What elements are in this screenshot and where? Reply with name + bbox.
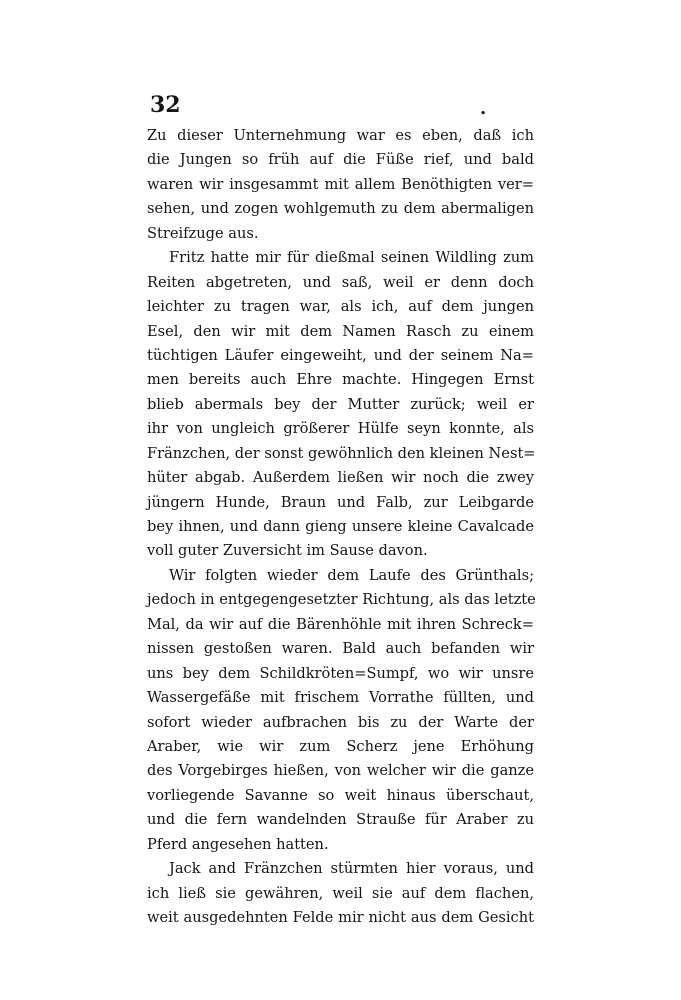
text-line: tüchtigen Läufer eingeweiht, und der seinem Na= <box>147 346 534 364</box>
text-line: men bereits auch Ehre machte. Hingegen Ernst <box>147 371 534 389</box>
text-line: Esel, den wir mit dem Namen Rasch zu einem <box>147 322 534 340</box>
text-line: weit ausgedehnten Felde mir nicht aus dem Gesicht <box>147 909 534 926</box>
text-line: Jack and Fränzchen stürmten hier voraus, und <box>169 860 534 878</box>
text-line: Wassergefäße mit frischem Vorrathe füllten, und <box>147 689 534 707</box>
text-line: jüngern Hunde, Braun und Falb, zur Leibgarde <box>147 493 534 511</box>
text-line: Fritz hatte mir für dießmal seinen Wildling zum <box>169 249 534 267</box>
text-line: Araber, wie wir zum Scherz jene Erhöhung <box>147 737 534 755</box>
text-line: Fränzchen, der sonst gewöhnlich den kleinen Nest= <box>147 444 536 462</box>
text-line: bey ihnen, und dann gieng unsere kleine Cavalcade <box>147 518 534 535</box>
text-line: jedoch in entgegengesetzter Richtung, als das letzte <box>147 591 536 609</box>
text-line: hüter abgab. Außerdem ließen wir noch die zwey <box>147 469 534 487</box>
page-number: 32 <box>150 92 181 118</box>
text-line: blieb abermals bey der Mutter zurück; weil er <box>147 395 534 413</box>
text-line: Pferd angesehen hatten. <box>147 835 329 853</box>
text-line: voll guter Zuversicht im Sause davon. <box>147 542 428 560</box>
text-line: Streifzuge aus. <box>147 224 259 242</box>
text-line: vorliegende Savanne so weit hinaus überschaut, <box>147 786 534 804</box>
text-line: Zu dieser Unternehmung war es eben, daß ich <box>147 127 534 144</box>
text-line: uns bey dem Schildkröten=Sumpf, wo wir unsre <box>147 664 534 682</box>
text-line: Mal, da wir auf die Bärenhöhle mit ihren Schreck= <box>147 615 534 633</box>
body-text <box>147 124 534 930</box>
text-line: des Vorgebirges hießen, von welcher wir die ganze <box>147 762 534 780</box>
text-line: leichter zu tragen war, als ich, auf dem jungen <box>147 298 534 316</box>
text-line: die Jungen so früh auf die Füße rief, und bald <box>147 151 534 169</box>
text-line: ihr von ungleich größerer Hülfe seyn konnte, als <box>147 420 534 438</box>
text-line: Reiten abgetreten, und saß, weil er denn doch <box>147 273 534 291</box>
text-line: nissen gestoßen waren. Bald auch befanden wir <box>147 640 534 658</box>
page-mark: . <box>480 98 487 119</box>
text-line: Wir folgten wieder dem Laufe des Grünthals; <box>169 566 534 584</box>
text-line: ich ließ sie gewähren, weil sie auf dem flachen, <box>147 884 534 902</box>
text-line: und die fern wandelnden Strauße für Araber zu <box>147 811 534 829</box>
text-line: sehen, und zogen wohlgemuth zu dem abermaligen <box>147 200 534 218</box>
text-line: sofort wieder aufbrachen bis zu der Warte der <box>147 713 534 731</box>
text-line: waren wir insgesammt mit allem Benöthigten ver= <box>147 175 534 193</box>
